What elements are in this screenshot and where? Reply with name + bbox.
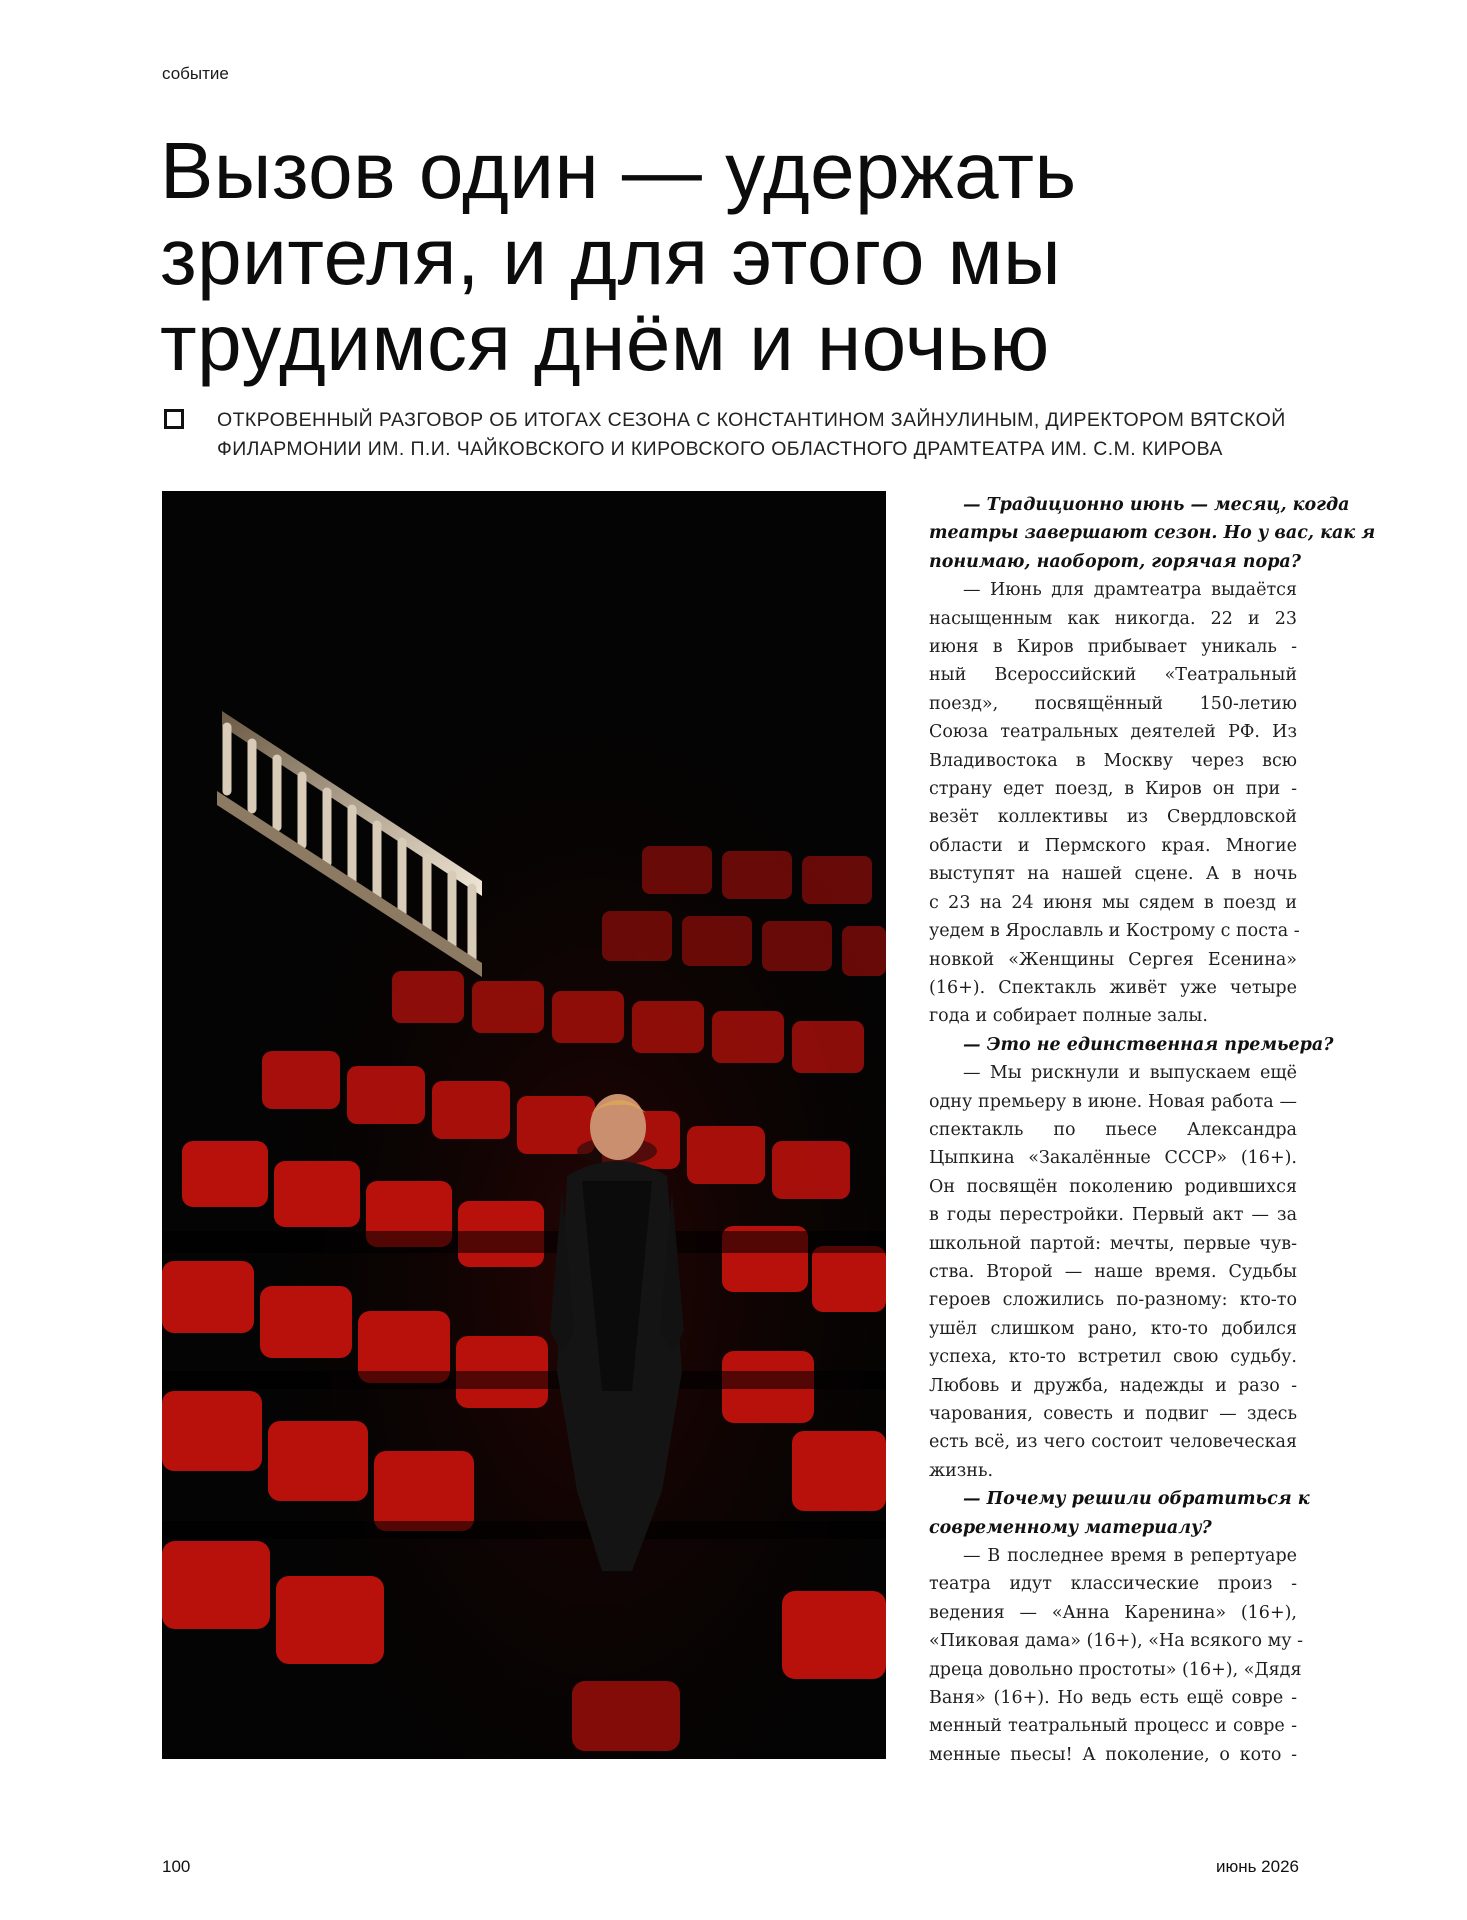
answer-line: Ваня» (16+). Но ведь есть ещё совре - [929,1688,1297,1709]
answer-line: дреца довольно простоты» (16+), «Дядя [929,1659,1302,1680]
answer-line: Любовь и дружба, надежды и разо - [929,1375,1297,1396]
section-label: событие [162,64,229,83]
lead-square-icon [164,409,184,429]
answer-line: выступят на нашей сцене. А в ночь [929,864,1297,885]
answer-line: — В последнее время в репертуаре [963,1546,1297,1567]
lead-line: ФИЛАРМОНИИ ИМ. П.И. ЧАЙКОВСКОГО И КИРОВСКОГО ОБЛАСТНОГО ДРАМТЕАТРА ИМ. С.М. КИРОВА [217,438,1223,460]
answer-line: поезд», посвящённый 150-летию [929,693,1297,714]
answer-line: страну едет поезд, в Киров он при - [929,779,1297,800]
question-line: современному материалу? [929,1517,1212,1538]
issue-date: июнь 2026 [1215,1857,1299,1876]
answer-line: ушёл слишком рано, кто-то добился [929,1318,1297,1339]
answer-line: насыщенным как никогда. 22 и 23 [929,608,1297,629]
answer-line: — Мы рискнули и выпускаем ещё [963,1063,1297,1084]
answer-line: героев сложились по-разному: кто-то [929,1290,1297,1311]
headline-line: зрителя, и для этого мы [160,212,1062,301]
headline [160,128,1340,386]
headline-line: Вызов один — удержать [160,126,1077,215]
answer-line: жизнь. [929,1460,994,1481]
question-line: — Это не единственная премьера? [963,1034,1334,1055]
lead-paragraph [217,406,1347,464]
answer-line: «Пиковая дама» (16+), «На всякого му - [929,1631,1304,1652]
answer-line: везёт коллективы из Свердловской [929,807,1297,828]
article-body [929,491,1376,1769]
headline-line: трудимся днём и ночью [160,298,1050,387]
answer-line: успеха, кто-то встретил свою судьбу. [929,1347,1297,1368]
answer-line: ства. Второй — наше время. Судьбы [929,1261,1297,1282]
answer-line: ведения — «Анна Каренина» (16+), [929,1602,1297,1623]
article-photo [162,491,886,1759]
answer-line: — Июнь для драмтеатра выдаётся [963,580,1297,601]
answer-line: спектакль по пьесе Александра [929,1119,1297,1140]
answer-line: Он посвящён поколению родившихся [929,1176,1297,1197]
answer-line: Цыпкина «Закалённые СССР» (16+). [929,1148,1297,1169]
answer-line: чарования, совесть и подвиг — здесь [929,1404,1297,1424]
answer-line: года и собирает полные залы. [929,1006,1208,1027]
answer-line: (16+). Спектакль живёт уже четыре [929,977,1297,998]
answer-line: новкой «Женщины Сергея Есенина» [929,949,1297,970]
answer-line: Союза театральных деятелей РФ. Из [929,722,1297,743]
answer-line: с 23 на 24 июня мы сядем в поезд и [929,892,1297,913]
answer-line: менный театральный процесс и совре - [929,1716,1297,1737]
answer-line: уедем в Ярославль и Кострому с поста - [929,921,1300,942]
question-line: понимаю, наоборот, горячая пора? [929,551,1302,572]
answer-line: есть всё, из чего состоит человеческая [929,1432,1297,1453]
answer-line: в годы перестройки. Первый акт — за [929,1205,1297,1226]
lead-line: ОТКРОВЕННЫЙ РАЗГОВОР ОБ ИТОГАХ СЕЗОНА С КОНСТАНТИНОМ ЗАЙНУЛИНЫМ, ДИРЕКТОРОМ ВЯТСКОЙ [217,409,1286,431]
answer-line: июня в Киров прибывает уникаль - [929,637,1297,658]
answer-line: ный Всероссийский «Театральный [929,665,1297,686]
question-line: — Традиционно июнь — месяц, когда [963,495,1350,515]
answer-line: школьной партой: мечты, первые чув- [929,1233,1297,1254]
question-line: театры завершают сезон. Но у вас, как я [929,523,1376,544]
answer-line: области и Пермского края. Многие [929,835,1297,856]
page-number: 100 [162,1857,191,1876]
answer-line: одну премьеру в июне. Новая работа — [929,1091,1297,1112]
answer-line: Владивостока в Москву через всю [929,750,1297,771]
answer-line: театра идут классические произ - [929,1574,1297,1595]
answer-line: менные пьесы! А поколение, о кото - [929,1744,1297,1765]
question-line: — Почему решили обратиться к [963,1489,1310,1510]
